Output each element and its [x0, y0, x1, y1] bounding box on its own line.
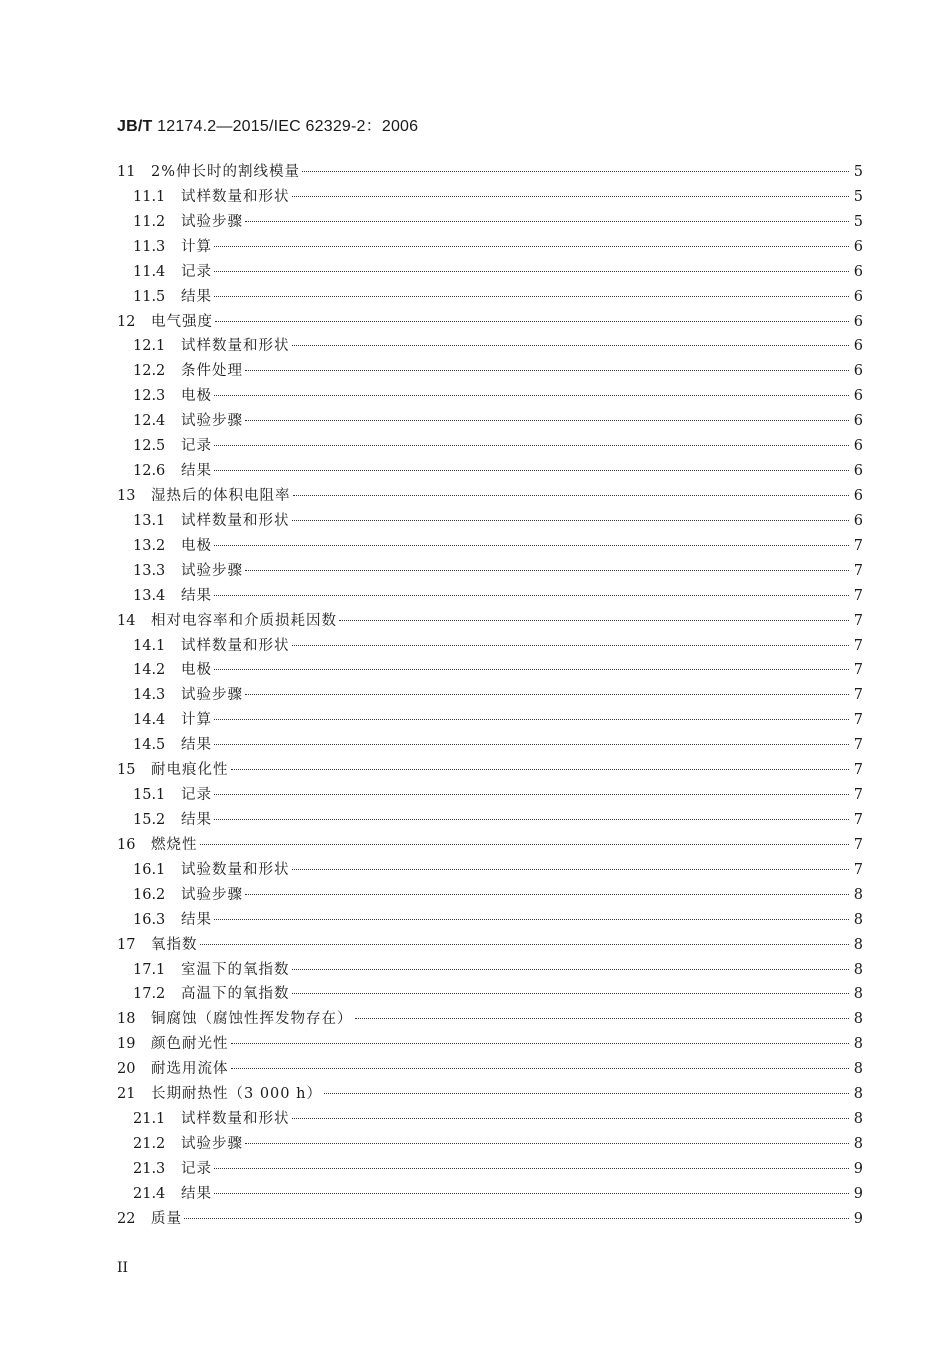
- toc-entry-number: 13.2: [133, 537, 166, 554]
- dot-leader: [339, 620, 849, 621]
- toc-entry-number: 12.4: [133, 413, 166, 430]
- toc-entry-number: 11.1: [133, 188, 166, 205]
- toc-entry-title: 铜腐蚀（腐蚀性挥发物存在）: [151, 1011, 353, 1028]
- dot-leader: [292, 969, 850, 970]
- toc-entry-number: 17: [117, 936, 136, 953]
- toc-entry-page: 7: [853, 861, 863, 878]
- toc-entry-title: 试样数量和形状: [181, 338, 290, 355]
- toc-entry-page: 8: [853, 1135, 863, 1152]
- toc-entry[interactable]: [117, 1107, 863, 1132]
- toc-entry-title: 试验步骤: [181, 886, 243, 903]
- toc-entry-page: 6: [853, 413, 863, 430]
- toc-entry-page: 6: [853, 338, 863, 355]
- toc-entry[interactable]: [117, 658, 863, 683]
- toc-entry-number: 15.2: [133, 811, 166, 828]
- toc-entry-title: 试验步骤: [181, 562, 243, 579]
- toc-entry-number: 12.3: [133, 388, 166, 405]
- toc-entry-title: 试样数量和形状: [181, 188, 290, 205]
- toc-entry-page: 5: [853, 213, 863, 230]
- toc-entry[interactable]: [117, 160, 863, 185]
- toc-entry-page: 7: [853, 587, 863, 604]
- toc-entry-number: 16.3: [133, 911, 166, 928]
- toc-entry-title: 记录: [181, 1160, 212, 1177]
- dot-leader: [245, 894, 849, 895]
- toc-entry[interactable]: [117, 409, 863, 434]
- toc-entry-title: 2%伸长时的割线模量: [151, 164, 301, 180]
- toc-entry-page: 6: [853, 487, 863, 504]
- dot-leader: [245, 570, 849, 571]
- toc-entry[interactable]: [117, 384, 863, 409]
- toc-entry-number: 16.1: [133, 861, 166, 878]
- toc-entry[interactable]: [117, 1007, 863, 1032]
- toc-entry-number: 22: [117, 1210, 136, 1227]
- toc-entry-title: 长期耐热性（3 000 h）: [151, 1086, 322, 1103]
- toc-entry[interactable]: [117, 858, 863, 883]
- toc-entry-number: 11.5: [133, 288, 166, 305]
- dot-leader: [214, 296, 849, 297]
- toc-entry-title: 结果: [181, 1185, 212, 1202]
- toc-entry-title: 高温下的氧指数: [181, 986, 290, 1003]
- table-of-contents: [117, 160, 863, 1232]
- toc-entry-title: 质量: [151, 1210, 182, 1227]
- toc-entry-page: 7: [853, 637, 863, 654]
- toc-entry-number: 18: [117, 1011, 136, 1028]
- toc-entry-number: 21: [117, 1086, 136, 1103]
- toc-entry-title: 计算: [181, 238, 212, 255]
- toc-entry-page: 5: [853, 188, 863, 205]
- dot-leader: [214, 919, 849, 920]
- toc-entry-title: 室温下的氧指数: [181, 961, 290, 978]
- toc-entry-number: 21.3: [133, 1160, 166, 1177]
- toc-entry[interactable]: [117, 783, 863, 808]
- dot-leader: [245, 370, 849, 371]
- page-number: II: [117, 1260, 129, 1276]
- toc-entry-page: 7: [853, 762, 863, 779]
- toc-entry[interactable]: [117, 808, 863, 833]
- toc-entry[interactable]: [117, 534, 863, 559]
- toc-entry-page: 9: [853, 1210, 863, 1227]
- standard-prefix: JB/T: [117, 118, 153, 135]
- toc-entry-number: 14.1: [133, 637, 166, 654]
- toc-entry-number: 21.2: [133, 1135, 166, 1152]
- dot-leader: [355, 1018, 850, 1019]
- dot-leader: [292, 345, 850, 346]
- toc-entry-title: 记录: [181, 787, 212, 804]
- toc-entry-page: 6: [853, 463, 863, 480]
- toc-entry-title: 电极: [181, 537, 212, 554]
- toc-entry-number: 12.6: [133, 463, 166, 480]
- toc-entry[interactable]: [117, 310, 863, 335]
- toc-entry-number: 12.5: [133, 438, 166, 455]
- toc-entry-number: 19: [117, 1036, 136, 1053]
- toc-entry-title: 电气强度: [151, 313, 213, 330]
- toc-entry-number: 14.4: [133, 712, 166, 729]
- toc-entry-page: 6: [853, 263, 863, 280]
- toc-entry-title: 记录: [181, 263, 212, 280]
- toc-entry-title: 试样数量和形状: [181, 637, 290, 654]
- toc-entry-title: 计算: [181, 712, 212, 729]
- toc-entry-title: 条件处理: [181, 363, 243, 380]
- dot-leader: [292, 1118, 850, 1119]
- dot-leader: [200, 844, 850, 845]
- toc-entry-title: 湿热后的体积电阻率: [151, 487, 291, 504]
- dot-leader: [293, 495, 850, 496]
- toc-entry-number: 21.4: [133, 1185, 166, 1202]
- toc-entry-page: 7: [853, 612, 863, 629]
- dot-leader: [214, 794, 849, 795]
- toc-entry-number: 13.4: [133, 587, 166, 604]
- toc-entry-page: 7: [853, 562, 863, 579]
- toc-entry[interactable]: [117, 584, 863, 609]
- toc-entry-title: 燃烧性: [151, 836, 198, 853]
- toc-entry[interactable]: [117, 1032, 863, 1057]
- toc-entry-page: 8: [853, 886, 863, 903]
- toc-entry-page: 9: [853, 1185, 863, 1202]
- toc-entry-page: 5: [853, 164, 863, 180]
- toc-entry-page: 9: [853, 1160, 863, 1177]
- toc-entry-number: 13.3: [133, 562, 166, 579]
- toc-entry-number: 14.5: [133, 737, 166, 754]
- dot-leader: [214, 1193, 849, 1194]
- toc-entry-page: 7: [853, 662, 863, 679]
- toc-entry-title: 试验步骤: [181, 213, 243, 230]
- toc-entry-title: 耐电痕化性: [151, 762, 229, 779]
- standard-code: 12174.2—2015/IEC 62329-2：2006: [157, 118, 419, 135]
- toc-entry[interactable]: [117, 559, 863, 584]
- dot-leader: [245, 221, 849, 222]
- dot-leader: [214, 1168, 849, 1169]
- toc-entry-number: 14: [117, 612, 136, 629]
- toc-entry[interactable]: [117, 1207, 863, 1232]
- toc-entry[interactable]: [117, 933, 863, 958]
- toc-entry[interactable]: [117, 459, 863, 484]
- toc-entry[interactable]: [117, 683, 863, 708]
- toc-entry[interactable]: [117, 758, 863, 783]
- toc-entry[interactable]: [117, 359, 863, 384]
- toc-entry-title: 耐选用流体: [151, 1061, 229, 1078]
- dot-leader: [292, 520, 850, 521]
- toc-entry-title: 结果: [181, 811, 212, 828]
- dot-leader: [214, 719, 849, 720]
- toc-entry[interactable]: [117, 484, 863, 509]
- dot-leader: [231, 1068, 850, 1069]
- toc-entry[interactable]: [117, 285, 863, 310]
- toc-entry-number: 11: [117, 164, 136, 180]
- toc-entry[interactable]: [117, 1182, 863, 1207]
- toc-entry[interactable]: [117, 1157, 863, 1182]
- dot-leader: [214, 545, 849, 546]
- dot-leader: [302, 171, 849, 172]
- dot-leader: [324, 1093, 849, 1094]
- dot-leader: [245, 1143, 849, 1144]
- toc-entry[interactable]: [117, 958, 863, 983]
- toc-entry-title: 结果: [181, 587, 212, 604]
- toc-entry[interactable]: [117, 708, 863, 733]
- toc-entry-page: 6: [853, 388, 863, 405]
- toc-entry-number: 12.2: [133, 363, 166, 380]
- dot-leader: [214, 744, 849, 745]
- toc-entry-page: 6: [853, 363, 863, 380]
- toc-entry-page: 8: [853, 986, 863, 1003]
- toc-entry-number: 11.3: [133, 238, 166, 255]
- toc-entry[interactable]: [117, 434, 863, 459]
- dot-leader: [214, 395, 849, 396]
- toc-entry-page: 8: [853, 936, 863, 953]
- dot-leader: [214, 470, 849, 471]
- toc-entry-page: 7: [853, 537, 863, 554]
- toc-entry-page: 6: [853, 313, 863, 330]
- dot-leader: [215, 321, 849, 322]
- document-header: [117, 113, 418, 136]
- toc-entry-number: 13: [117, 487, 136, 504]
- toc-entry-number: 12.1: [133, 338, 166, 355]
- toc-entry-number: 15: [117, 762, 136, 779]
- toc-entry[interactable]: [117, 1082, 863, 1107]
- dot-leader: [292, 869, 850, 870]
- dot-leader: [214, 819, 849, 820]
- toc-entry[interactable]: [117, 833, 863, 858]
- toc-entry-page: 8: [853, 1011, 863, 1028]
- toc-entry-page: 7: [853, 687, 863, 704]
- toc-entry-number: 17.2: [133, 986, 166, 1003]
- toc-entry-title: 电极: [181, 388, 212, 405]
- toc-entry-page: 6: [853, 512, 863, 529]
- toc-entry-page: 7: [853, 737, 863, 754]
- dot-leader: [214, 595, 849, 596]
- toc-entry[interactable]: [117, 982, 863, 1007]
- dot-leader: [214, 246, 849, 247]
- dot-leader: [245, 694, 849, 695]
- toc-entry[interactable]: [117, 260, 863, 285]
- toc-entry-title: 结果: [181, 911, 212, 928]
- toc-entry-number: 17.1: [133, 961, 166, 978]
- toc-entry-number: 16: [117, 836, 136, 853]
- dot-leader: [214, 669, 849, 670]
- dot-leader: [292, 993, 850, 994]
- toc-entry-page: 7: [853, 836, 863, 853]
- toc-entry-page: 6: [853, 288, 863, 305]
- toc-entry-page: 7: [853, 811, 863, 828]
- toc-entry-page: 8: [853, 1111, 863, 1128]
- dot-leader: [214, 271, 849, 272]
- toc-entry-page: 8: [853, 1036, 863, 1053]
- toc-entry-title: 记录: [181, 438, 212, 455]
- toc-entry-title: 试验步骤: [181, 687, 243, 704]
- toc-entry-title: 氧指数: [151, 936, 198, 953]
- dot-leader: [200, 944, 850, 945]
- toc-entry-title: 结果: [181, 737, 212, 754]
- dot-leader: [184, 1218, 849, 1219]
- toc-entry-number: 11.2: [133, 213, 166, 230]
- toc-entry[interactable]: [117, 185, 863, 210]
- toc-entry-title: 试验步骤: [181, 413, 243, 430]
- toc-entry[interactable]: [117, 883, 863, 908]
- dot-leader: [292, 196, 850, 197]
- toc-entry-title: 结果: [181, 463, 212, 480]
- toc-entry-page: 8: [853, 1061, 863, 1078]
- toc-entry-title: 试验数量和形状: [181, 861, 290, 878]
- toc-entry-page: 8: [853, 911, 863, 928]
- dot-leader: [231, 1043, 850, 1044]
- toc-entry-title: 相对电容率和介质损耗因数: [151, 612, 337, 629]
- toc-entry-page: 6: [853, 238, 863, 255]
- toc-entry[interactable]: [117, 733, 863, 758]
- toc-entry-number: 13.1: [133, 512, 166, 529]
- toc-entry-page: 7: [853, 712, 863, 729]
- dot-leader: [231, 769, 850, 770]
- toc-entry-title: 试样数量和形状: [181, 512, 290, 529]
- toc-entry-number: 12: [117, 313, 136, 330]
- toc-entry[interactable]: [117, 609, 863, 634]
- toc-entry-number: 21.1: [133, 1111, 166, 1128]
- toc-entry-page: 8: [853, 1086, 863, 1103]
- toc-entry-number: 20: [117, 1061, 136, 1078]
- dot-leader: [214, 445, 849, 446]
- toc-entry-title: 试验步骤: [181, 1135, 243, 1152]
- toc-entry-title: 试样数量和形状: [181, 1111, 290, 1128]
- toc-entry-title: 颜色耐光性: [151, 1036, 229, 1053]
- toc-entry-page: 8: [853, 961, 863, 978]
- toc-entry[interactable]: [117, 235, 863, 260]
- toc-entry[interactable]: [117, 509, 863, 534]
- toc-entry[interactable]: [117, 1132, 863, 1157]
- toc-entry[interactable]: [117, 334, 863, 359]
- toc-entry-number: 16.2: [133, 886, 166, 903]
- toc-entry[interactable]: [117, 1057, 863, 1082]
- toc-entry[interactable]: [117, 634, 863, 659]
- toc-entry-number: 11.4: [133, 263, 166, 280]
- toc-entry[interactable]: [117, 908, 863, 933]
- toc-entry-title: 电极: [181, 662, 212, 679]
- toc-entry-number: 15.1: [133, 787, 166, 804]
- toc-entry-page: 6: [853, 438, 863, 455]
- dot-leader: [245, 420, 849, 421]
- toc-entry[interactable]: [117, 210, 863, 235]
- toc-entry-number: 14.3: [133, 687, 166, 704]
- toc-entry-number: 14.2: [133, 662, 166, 679]
- dot-leader: [292, 645, 850, 646]
- toc-entry-title: 结果: [181, 288, 212, 305]
- toc-entry-page: 7: [853, 787, 863, 804]
